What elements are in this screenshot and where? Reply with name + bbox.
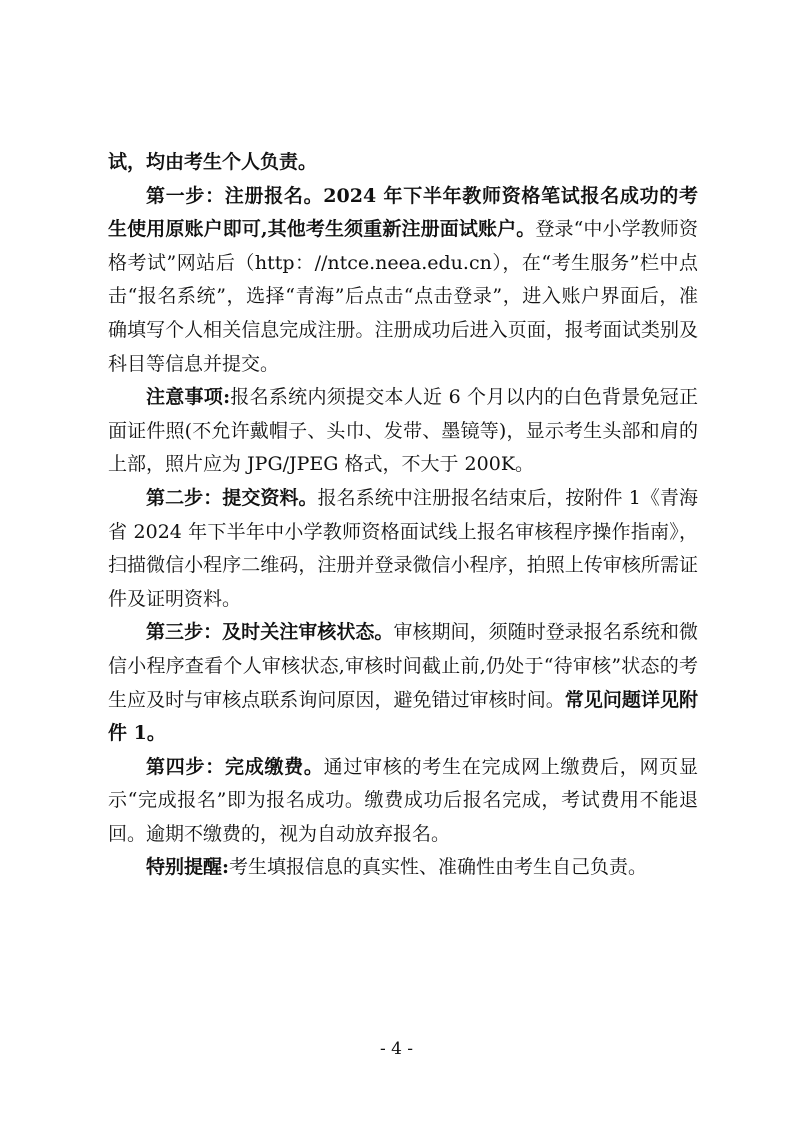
bold-text: 第二步：提交资料。 (146, 486, 318, 509)
body-text (108, 146, 698, 885)
text-run: 审核期间，须随时登录报名系统和微信小程序查看个人审核状态,审核时间截止前,仍处于“待审核”状态的考生应及时与审核点联系询问原因，避免错过审核时间。 (108, 621, 698, 711)
bold-text: 第四步：完成缴费。 (146, 755, 324, 778)
bold-text: 常见问题详见附件 1。 (108, 688, 698, 745)
text-run: 报名系统中注册报名结束后，按附件 1《青海省 2024 年下半年中小学教师资格面试线上报名审核程序操作指南》，扫描微信小程序二维码，注册并登录微信小程序，拍照上传审核所需证件及证明资料。 (108, 486, 698, 610)
paragraph (108, 146, 698, 180)
paragraph (108, 751, 698, 852)
paragraph (108, 381, 698, 482)
bold-text: 注意事项: (146, 386, 231, 409)
page-number: - 4 - (379, 1039, 414, 1059)
text-run: 考生填报信息的真实性、准确性由考生自己负责。 (229, 856, 648, 879)
text-run: 报名系统内须提交本人近 6 个月以内的白色背景免冠正面证件照(不允许戴帽子、头巾、发带、墨镜等)，显示考生头部和肩的上部，照片应为 JPG/JPEG 格式，不大于 200K。 (108, 386, 698, 476)
paragraph (108, 616, 698, 750)
text-run: 登录“中小学教师资格考试”网站后（http：//ntce.neea.edu.cn），在“考生服务”栏中点击“报名系统”，选择“青海”后点击“点击登录”，进入账户界面后，准确填写个人相关信息完成注册。注册成功后进入页面，报考面试类别及科目等信息并提交。 (108, 218, 699, 375)
bold-text: 试，均由考生个人负责。 (108, 151, 318, 173)
bold-text: 第三步：及时关注审核状态。 (146, 621, 394, 644)
paragraph (108, 180, 698, 382)
paragraph (108, 851, 698, 885)
paragraph (108, 482, 698, 616)
text-run: 通过审核的考生在完成网上缴费后，网页显示“完成报名”即为报名成功。缴费成功后报名完成，考试费用不能退回。逾期不缴费的，视为自动放弃报名。 (108, 755, 698, 845)
bold-text: 第一步：注册报名。2024 年下半年教师资格笔试报名成功的考生使用原账户即可,其他考生须重新注册面试账户。 (108, 184, 698, 241)
bold-text: 特别提醒: (146, 856, 230, 879)
